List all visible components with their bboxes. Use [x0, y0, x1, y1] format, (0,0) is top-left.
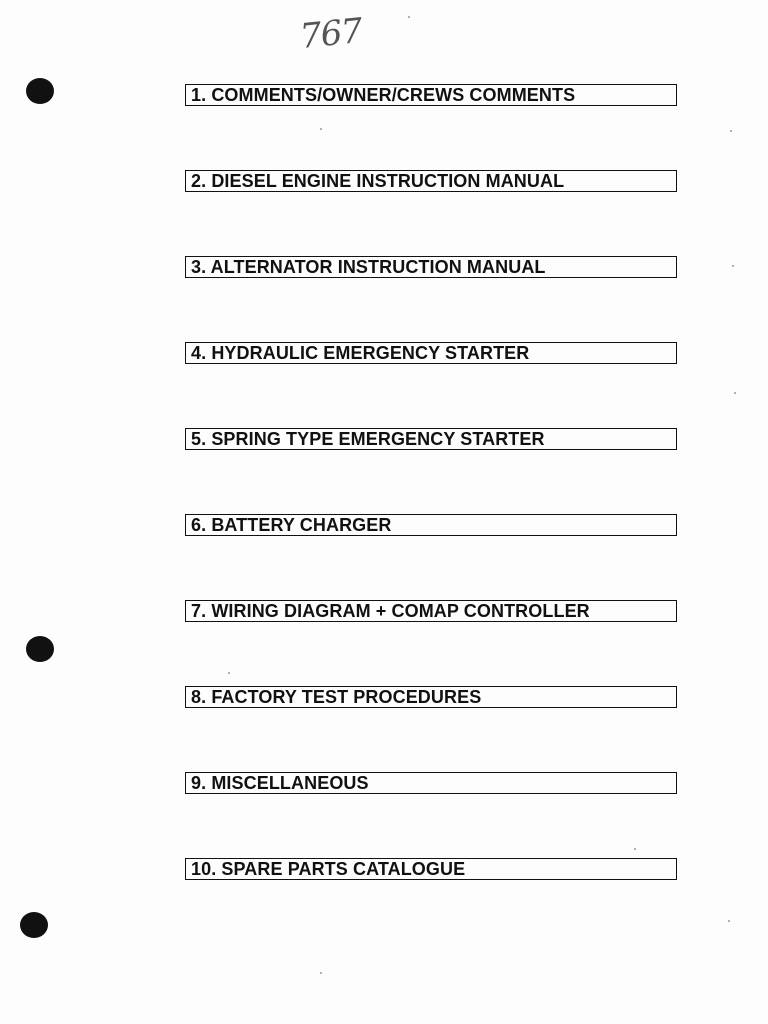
scan-speck [408, 16, 410, 18]
scan-speck [320, 128, 322, 130]
scan-speck [732, 265, 734, 267]
section-label-4: 4. HYDRAULIC EMERGENCY STARTER [191, 342, 530, 363]
section-box-5 [185, 428, 677, 450]
section-box-10 [185, 858, 677, 880]
handwritten-page-number: 767 [298, 10, 364, 58]
section-box-7 [185, 600, 677, 622]
scan-speck [228, 672, 230, 674]
scan-speck [634, 848, 636, 850]
scan-speck [730, 130, 732, 132]
section-label-9: 9. MISCELLANEOUS [191, 772, 369, 793]
section-box-1 [185, 84, 677, 106]
section-label-2: 2. DIESEL ENGINE INSTRUCTION MANUAL [191, 170, 565, 191]
section-box-4 [185, 342, 677, 364]
scan-speck [728, 920, 730, 922]
section-box-3 [185, 256, 677, 278]
scan-speck [734, 392, 736, 394]
section-label-10: 10. SPARE PARTS CATALOGUE [191, 858, 466, 879]
section-label-5: 5. SPRING TYPE EMERGENCY STARTER [191, 428, 545, 449]
section-label-1: 1. COMMENTS/OWNER/CREWS COMMENTS [191, 84, 576, 105]
punch-hole-bottom [20, 912, 48, 938]
section-box-2 [185, 170, 677, 192]
section-label-3: 3. ALTERNATOR INSTRUCTION MANUAL [191, 256, 546, 277]
section-label-7: 7. WIRING DIAGRAM + COMAP CONTROLLER [191, 600, 590, 621]
scan-speck [320, 972, 322, 974]
section-label-6: 6. BATTERY CHARGER [191, 514, 392, 535]
section-box-9 [185, 772, 677, 794]
section-box-6 [185, 514, 677, 536]
punch-hole-top [26, 78, 54, 104]
punch-hole-middle [26, 636, 54, 662]
section-box-8 [185, 686, 677, 708]
section-label-8: 8. FACTORY TEST PROCEDURES [191, 686, 482, 707]
